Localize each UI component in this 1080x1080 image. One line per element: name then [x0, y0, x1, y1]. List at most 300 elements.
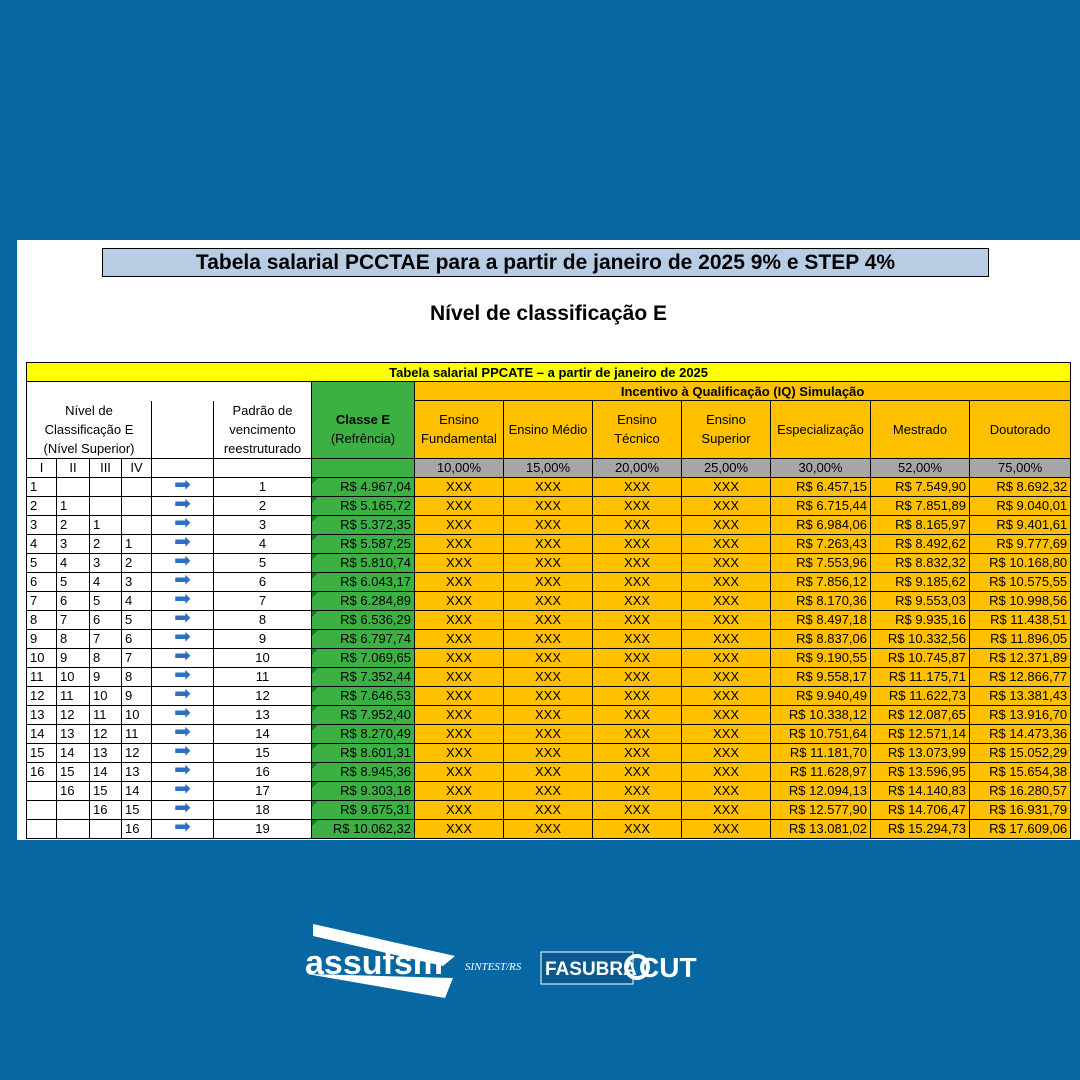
table-row — [27, 819, 1071, 838]
iq-placeholder: XXX — [504, 800, 593, 819]
level-cell: 15 — [90, 781, 122, 800]
doutorado-value: R$ 9.040,01 — [970, 496, 1071, 515]
level-cell: 12 — [57, 705, 90, 724]
level-cell: 1 — [57, 496, 90, 515]
table-row — [27, 667, 1071, 686]
table-row — [27, 648, 1071, 667]
iq-placeholder: XXX — [415, 496, 504, 515]
doutorado-value: R$ 9.777,69 — [970, 534, 1071, 553]
col-classe-header — [312, 401, 415, 459]
iq-placeholder: XXX — [504, 743, 593, 762]
mestrado-value: R$ 8.832,32 — [871, 553, 970, 572]
iq-placeholder: XXX — [415, 762, 504, 781]
level-cell: 3 — [90, 553, 122, 572]
padrao-cell: 12 — [214, 686, 312, 705]
level-cell: 13 — [122, 762, 152, 781]
classe-value: R$ 5.587,25 — [312, 534, 415, 553]
padrao-cell: 18 — [214, 800, 312, 819]
iq-placeholder: XXX — [593, 534, 682, 553]
iq-placeholder: XXX — [682, 724, 771, 743]
padrao-cell: 14 — [214, 724, 312, 743]
padrao-cell: 15 — [214, 743, 312, 762]
iq-placeholder: XXX — [415, 629, 504, 648]
classe-value: R$ 6.536,29 — [312, 610, 415, 629]
iq-placeholder: XXX — [593, 705, 682, 724]
iq-percentage: 25,00% — [682, 458, 771, 477]
mestrado-value: R$ 13.073,99 — [871, 743, 970, 762]
classe-value: R$ 7.069,65 — [312, 648, 415, 667]
arrow-cell — [152, 534, 214, 553]
level-cell: 11 — [57, 686, 90, 705]
table-row — [27, 610, 1071, 629]
level-cell: 3 — [27, 515, 57, 534]
iq-placeholder: XXX — [682, 743, 771, 762]
level-cell: 14 — [122, 781, 152, 800]
iq-placeholder: XXX — [682, 705, 771, 724]
classe-value: R$ 8.601,31 — [312, 743, 415, 762]
iq-placeholder: XXX — [682, 515, 771, 534]
arrow-cell — [152, 629, 214, 648]
salary-card — [17, 240, 1080, 840]
roman-level-header: IV — [122, 458, 152, 477]
especializacao-value: R$ 12.577,90 — [771, 800, 871, 819]
iq-placeholder: XXX — [682, 591, 771, 610]
level-cell: 5 — [90, 591, 122, 610]
level-cell: 16 — [90, 800, 122, 819]
arrow-cell — [152, 553, 214, 572]
level-cell: 16 — [122, 819, 152, 838]
padrao-cell: 16 — [214, 762, 312, 781]
especializacao-value: R$ 8.837,06 — [771, 629, 871, 648]
iq-placeholder: XXX — [682, 648, 771, 667]
iq-placeholder: XXX — [504, 610, 593, 629]
mestrado-value: R$ 11.175,71 — [871, 667, 970, 686]
doutorado-value: R$ 9.401,61 — [970, 515, 1071, 534]
col-padrao-header: Padrão de vencimento reestruturado — [214, 401, 312, 459]
arrow-cell — [152, 667, 214, 686]
mestrado-value: R$ 9.185,62 — [871, 572, 970, 591]
padrao-cell: 3 — [214, 515, 312, 534]
level-cell — [57, 819, 90, 838]
iq-placeholder: XXX — [682, 800, 771, 819]
iq-percentage: 20,00% — [593, 458, 682, 477]
padrao-cell: 6 — [214, 572, 312, 591]
classe-value: R$ 6.284,89 — [312, 591, 415, 610]
level-cell: 13 — [57, 724, 90, 743]
level-cell: 10 — [90, 686, 122, 705]
level-cell: 1 — [27, 477, 57, 496]
iq-placeholder: XXX — [415, 800, 504, 819]
iq-percentage: 30,00% — [771, 458, 871, 477]
level-cell: 4 — [27, 534, 57, 553]
iq-header: Incentivo à Qualificação (IQ) Simulação — [415, 382, 1071, 401]
table-row — [27, 724, 1071, 743]
iq-placeholder: XXX — [593, 572, 682, 591]
level-cell — [27, 781, 57, 800]
level-cell: 15 — [57, 762, 90, 781]
level-cell: 6 — [90, 610, 122, 629]
mestrado-value: R$ 14.706,47 — [871, 800, 970, 819]
doutorado-value: R$ 16.280,57 — [970, 781, 1071, 800]
classe-value: R$ 8.945,36 — [312, 762, 415, 781]
iq-column-header: Doutorado — [970, 401, 1071, 459]
especializacao-value: R$ 9.558,17 — [771, 667, 871, 686]
especializacao-value: R$ 10.751,64 — [771, 724, 871, 743]
especializacao-value: R$ 7.553,96 — [771, 553, 871, 572]
arrow-right-icon: ➡ — [174, 477, 191, 496]
especializacao-value: R$ 6.457,15 — [771, 477, 871, 496]
roman-level-header: II — [57, 458, 90, 477]
iq-placeholder: XXX — [415, 686, 504, 705]
level-cell: 5 — [122, 610, 152, 629]
especializacao-value: R$ 9.940,49 — [771, 686, 871, 705]
level-cell: 14 — [57, 743, 90, 762]
iq-placeholder: XXX — [593, 762, 682, 781]
level-cell: 4 — [57, 553, 90, 572]
mestrado-value: R$ 8.492,62 — [871, 534, 970, 553]
level-cell: 11 — [90, 705, 122, 724]
iq-column-header: Ensino Fundamental — [415, 401, 504, 459]
arrow-cell — [152, 686, 214, 705]
iq-placeholder: XXX — [504, 553, 593, 572]
logo-fasubra: FASUBRA — [545, 959, 637, 980]
table-row — [27, 629, 1071, 648]
arrow-right-icon: ➡ — [174, 496, 191, 515]
mestrado-value: R$ 10.745,87 — [871, 648, 970, 667]
table-row — [27, 534, 1071, 553]
classe-value: R$ 6.043,17 — [312, 572, 415, 591]
doutorado-value: R$ 16.931,79 — [970, 800, 1071, 819]
especializacao-value: R$ 13.081,02 — [771, 819, 871, 838]
table-row — [27, 572, 1071, 591]
iq-placeholder: XXX — [593, 819, 682, 838]
arrow-cell — [152, 724, 214, 743]
doutorado-value: R$ 17.609,06 — [970, 819, 1071, 838]
arrow-cell — [152, 591, 214, 610]
level-cell: 2 — [27, 496, 57, 515]
level-cell: 15 — [122, 800, 152, 819]
arrow-right-icon: ➡ — [174, 667, 191, 686]
table-row — [27, 762, 1071, 781]
level-cell: 7 — [90, 629, 122, 648]
arrow-cell — [152, 496, 214, 515]
especializacao-value: R$ 8.170,36 — [771, 591, 871, 610]
mestrado-value: R$ 9.553,03 — [871, 591, 970, 610]
level-cell: 8 — [27, 610, 57, 629]
especializacao-value: R$ 6.984,06 — [771, 515, 871, 534]
arrow-right-icon: ➡ — [174, 553, 191, 572]
mestrado-value: R$ 10.332,56 — [871, 629, 970, 648]
doutorado-value: R$ 11.896,05 — [970, 629, 1071, 648]
doutorado-value: R$ 10.168,80 — [970, 553, 1071, 572]
arrow-right-icon: ➡ — [174, 762, 191, 781]
table-row — [27, 781, 1071, 800]
level-cell: 2 — [122, 553, 152, 572]
especializacao-value: R$ 11.181,70 — [771, 743, 871, 762]
level-cell: 10 — [122, 705, 152, 724]
level-cell: 6 — [27, 572, 57, 591]
arrow-cell — [152, 515, 214, 534]
padrao-cell: 13 — [214, 705, 312, 724]
iq-placeholder: XXX — [593, 781, 682, 800]
iq-percentage: 10,00% — [415, 458, 504, 477]
classe-value: R$ 5.165,72 — [312, 496, 415, 515]
iq-placeholder: XXX — [415, 515, 504, 534]
doutorado-value: R$ 10.998,56 — [970, 591, 1071, 610]
doutorado-value: R$ 12.866,77 — [970, 667, 1071, 686]
classe-value: R$ 10.062,32 — [312, 819, 415, 838]
level-cell: 15 — [27, 743, 57, 762]
iq-placeholder: XXX — [593, 496, 682, 515]
doutorado-value: R$ 14.473,36 — [970, 724, 1071, 743]
level-cell: 3 — [122, 572, 152, 591]
level-cell: 8 — [57, 629, 90, 648]
iq-placeholder: XXX — [682, 553, 771, 572]
padrao-cell: 5 — [214, 553, 312, 572]
arrow-right-icon: ➡ — [174, 781, 191, 800]
classe-value: R$ 7.952,40 — [312, 705, 415, 724]
col-arrow-header — [152, 401, 214, 459]
level-cell — [122, 515, 152, 534]
salary-table — [26, 362, 1071, 839]
level-cell — [90, 819, 122, 838]
iq-placeholder: XXX — [415, 610, 504, 629]
mestrado-value: R$ 15.294,73 — [871, 819, 970, 838]
iq-placeholder: XXX — [415, 667, 504, 686]
level-cell: 8 — [122, 667, 152, 686]
iq-placeholder: XXX — [504, 496, 593, 515]
padrao-cell: 7 — [214, 591, 312, 610]
partner-logos — [305, 922, 725, 1002]
arrow-cell — [152, 743, 214, 762]
arrow-right-icon: ➡ — [174, 572, 191, 591]
level-cell — [27, 819, 57, 838]
level-cell: 7 — [122, 648, 152, 667]
iq-placeholder: XXX — [682, 534, 771, 553]
arrow-right-icon: ➡ — [174, 743, 191, 762]
mestrado-value: R$ 8.165,97 — [871, 515, 970, 534]
doutorado-value: R$ 12.371,89 — [970, 648, 1071, 667]
roman-level-header: III — [90, 458, 122, 477]
level-cell: 10 — [57, 667, 90, 686]
iq-placeholder: XXX — [682, 762, 771, 781]
iq-placeholder: XXX — [682, 477, 771, 496]
doutorado-value: R$ 15.654,38 — [970, 762, 1071, 781]
classe-value: R$ 9.303,18 — [312, 781, 415, 800]
arrow-cell — [152, 648, 214, 667]
level-cell: 16 — [27, 762, 57, 781]
mestrado-value: R$ 12.571,14 — [871, 724, 970, 743]
logo-bar — [305, 922, 725, 1002]
iq-placeholder: XXX — [415, 553, 504, 572]
iq-placeholder: XXX — [504, 572, 593, 591]
level-cell: 16 — [57, 781, 90, 800]
level-cell: 12 — [27, 686, 57, 705]
level-cell: 9 — [27, 629, 57, 648]
classe-value: R$ 8.270,49 — [312, 724, 415, 743]
iq-percentage: 75,00% — [970, 458, 1071, 477]
iq-placeholder: XXX — [682, 572, 771, 591]
arrow-cell — [152, 762, 214, 781]
padrao-cell: 19 — [214, 819, 312, 838]
iq-placeholder: XXX — [504, 724, 593, 743]
iq-placeholder: XXX — [682, 819, 771, 838]
arrow-right-icon: ➡ — [174, 819, 191, 838]
level-cell: 5 — [57, 572, 90, 591]
level-cell: 14 — [90, 762, 122, 781]
doutorado-value: R$ 10.575,55 — [970, 572, 1071, 591]
level-cell: 2 — [90, 534, 122, 553]
level-cell: 3 — [57, 534, 90, 553]
arrow-right-icon: ➡ — [174, 724, 191, 743]
level-cell — [57, 800, 90, 819]
padrao-cell: 10 — [214, 648, 312, 667]
level-cell — [27, 800, 57, 819]
subtitle: Nível de classificação E — [430, 302, 667, 325]
iq-placeholder: XXX — [504, 515, 593, 534]
table-row — [27, 553, 1071, 572]
classe-value: R$ 6.797,74 — [312, 629, 415, 648]
classe-subtitle: (Refrência) — [330, 431, 396, 446]
iq-placeholder: XXX — [504, 819, 593, 838]
iq-placeholder: XXX — [415, 743, 504, 762]
mestrado-value: R$ 7.851,89 — [871, 496, 970, 515]
doutorado-value: R$ 11.438,51 — [970, 610, 1071, 629]
arrow-right-icon: ➡ — [174, 686, 191, 705]
arrow-cell — [152, 610, 214, 629]
iq-placeholder: XXX — [415, 648, 504, 667]
level-cell — [57, 477, 90, 496]
iq-placeholder: XXX — [593, 553, 682, 572]
iq-placeholder: XXX — [682, 496, 771, 515]
level-cell: 9 — [122, 686, 152, 705]
iq-placeholder: XXX — [593, 515, 682, 534]
padrao-cell: 9 — [214, 629, 312, 648]
padrao-cell: 1 — [214, 477, 312, 496]
mestrado-value: R$ 12.087,65 — [871, 705, 970, 724]
padrao-cell: 17 — [214, 781, 312, 800]
padrao-cell: 8 — [214, 610, 312, 629]
iq-placeholder: XXX — [415, 724, 504, 743]
arrow-right-icon: ➡ — [174, 534, 191, 553]
iq-placeholder: XXX — [593, 724, 682, 743]
iq-placeholder: XXX — [415, 819, 504, 838]
table-row — [27, 743, 1071, 762]
arrow-cell — [152, 781, 214, 800]
iq-placeholder: XXX — [682, 667, 771, 686]
table-row — [27, 800, 1071, 819]
iq-placeholder: XXX — [504, 705, 593, 724]
level-cell: 12 — [90, 724, 122, 743]
arrow-right-icon: ➡ — [174, 648, 191, 667]
arrow-cell — [152, 800, 214, 819]
iq-placeholder: XXX — [593, 629, 682, 648]
classe-value: R$ 4.967,04 — [312, 477, 415, 496]
especializacao-value: R$ 7.856,12 — [771, 572, 871, 591]
level-cell: 6 — [57, 591, 90, 610]
padrao-cell: 2 — [214, 496, 312, 515]
classe-header-top — [312, 382, 415, 401]
iq-placeholder: XXX — [504, 629, 593, 648]
table-row — [27, 705, 1071, 724]
arrow-right-icon: ➡ — [174, 610, 191, 629]
padrao-spacer — [214, 458, 312, 477]
level-cell: 13 — [90, 743, 122, 762]
level-cell: 12 — [122, 743, 152, 762]
especializacao-value: R$ 10.338,12 — [771, 705, 871, 724]
level-cell: 1 — [90, 515, 122, 534]
logo-assufsm: assufsm — [305, 944, 443, 982]
level-cell: 8 — [90, 648, 122, 667]
level-cell: 1 — [122, 534, 152, 553]
iq-placeholder: XXX — [504, 667, 593, 686]
main-title: Tabela salarial PCCTAE para a partir de janeiro de 2025 9% e STEP 4% — [102, 248, 989, 277]
arrow-cell — [152, 819, 214, 838]
level-cell: 7 — [27, 591, 57, 610]
level-cell — [90, 477, 122, 496]
iq-placeholder: XXX — [593, 477, 682, 496]
especializacao-value: R$ 9.190,55 — [771, 648, 871, 667]
level-cell: 4 — [90, 572, 122, 591]
especializacao-value: R$ 7.263,43 — [771, 534, 871, 553]
iq-placeholder: XXX — [504, 781, 593, 800]
level-cell — [122, 496, 152, 515]
level-cell: 5 — [27, 553, 57, 572]
iq-column-header: Ensino Médio — [504, 401, 593, 459]
level-cell: 9 — [90, 667, 122, 686]
doutorado-value: R$ 8.692,32 — [970, 477, 1071, 496]
iq-placeholder: XXX — [682, 610, 771, 629]
especializacao-value: R$ 6.715,44 — [771, 496, 871, 515]
table-row — [27, 591, 1071, 610]
header-spacer — [27, 382, 312, 401]
iq-percentage: 15,00% — [504, 458, 593, 477]
mestrado-value: R$ 9.935,16 — [871, 610, 970, 629]
arrow-right-icon: ➡ — [174, 705, 191, 724]
mestrado-value: R$ 7.549,90 — [871, 477, 970, 496]
table-row — [27, 496, 1071, 515]
iq-column-header: Ensino Superior — [682, 401, 771, 459]
iq-placeholder: XXX — [415, 781, 504, 800]
iq-placeholder: XXX — [593, 667, 682, 686]
level-cell: 13 — [27, 705, 57, 724]
iq-column-header: Mestrado — [871, 401, 970, 459]
iq-placeholder: XXX — [415, 534, 504, 553]
doutorado-value: R$ 13.381,43 — [970, 686, 1071, 705]
padrao-cell: 11 — [214, 667, 312, 686]
especializacao-value: R$ 8.497,18 — [771, 610, 871, 629]
arrow-right-icon: ➡ — [174, 515, 191, 534]
classe-value: R$ 5.810,74 — [312, 553, 415, 572]
level-cell: 11 — [122, 724, 152, 743]
logo-sintest: SINTEST/RS — [465, 961, 522, 973]
iq-percentage: 52,00% — [871, 458, 970, 477]
arrow-cell — [152, 572, 214, 591]
classe-value: R$ 5.372,35 — [312, 515, 415, 534]
mestrado-value: R$ 14.140,83 — [871, 781, 970, 800]
iq-placeholder: XXX — [415, 705, 504, 724]
iq-placeholder: XXX — [682, 629, 771, 648]
arrow-right-icon: ➡ — [174, 629, 191, 648]
iq-placeholder: XXX — [504, 477, 593, 496]
classe-title: Classe E — [335, 412, 391, 427]
iq-placeholder: XXX — [593, 686, 682, 705]
arrow-right-icon: ➡ — [174, 591, 191, 610]
iq-placeholder: XXX — [504, 648, 593, 667]
mestrado-value: R$ 13.596,95 — [871, 762, 970, 781]
doutorado-value: R$ 15.052,29 — [970, 743, 1071, 762]
iq-placeholder: XXX — [682, 686, 771, 705]
